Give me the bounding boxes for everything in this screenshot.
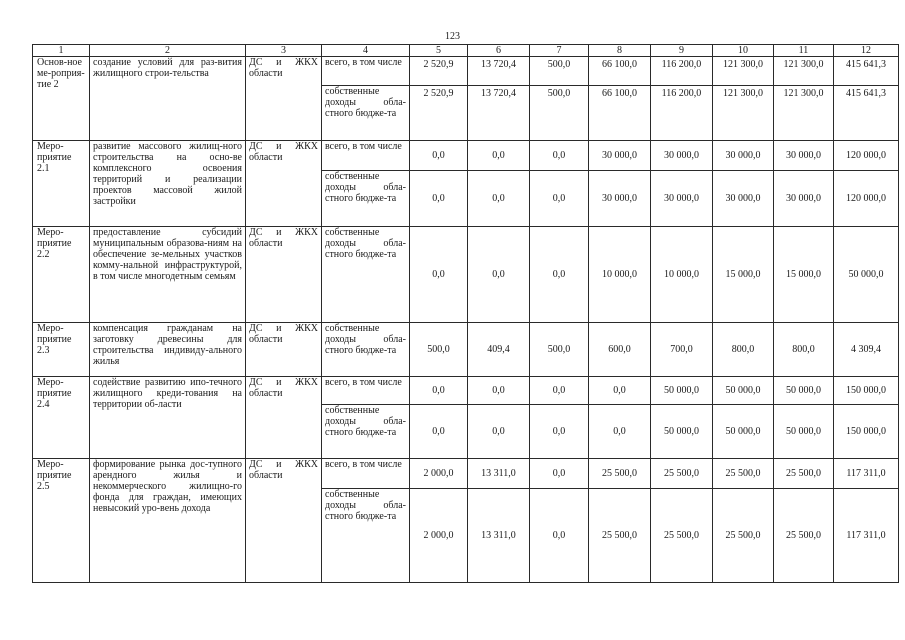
value-cell: 0,0 [530, 405, 589, 459]
description-cell: предоставление субсидий муниципальным образова-ниям на обеспечение зе-мельных участков комму-нальной инфраструктурой, в том числе многодетным семьям [90, 227, 246, 323]
value-cell: 30 000,0 [651, 141, 713, 171]
value-cell: 0,0 [468, 171, 530, 227]
value-cell: 0,0 [530, 377, 589, 405]
value-cell: 0,0 [410, 141, 468, 171]
value-cell: 30 000,0 [589, 141, 651, 171]
column-header: 7 [530, 45, 589, 57]
value-cell: 10 000,0 [651, 227, 713, 323]
funding-source-cell: всего, в том числе [322, 377, 410, 405]
value-cell: 15 000,0 [774, 227, 834, 323]
value-cell: 150 000,0 [834, 405, 899, 459]
value-cell: 0,0 [530, 227, 589, 323]
value-cell: 117 311,0 [834, 459, 899, 489]
value-cell: 30 000,0 [774, 141, 834, 171]
activity-cell: Меро-приятие 2.4 [33, 377, 90, 459]
column-header: 11 [774, 45, 834, 57]
budget-table [32, 44, 899, 583]
value-cell: 30 000,0 [713, 171, 774, 227]
column-header: 8 [589, 45, 651, 57]
value-cell: 25 500,0 [651, 489, 713, 583]
column-header: 2 [90, 45, 246, 57]
value-cell: 15 000,0 [713, 227, 774, 323]
description-cell: содействие развитию ипо-течного жилищного креди-тования на территории об-ласти [90, 377, 246, 459]
value-cell: 500,0 [530, 57, 589, 86]
value-cell: 0,0 [410, 227, 468, 323]
value-cell: 4 309,4 [834, 323, 899, 377]
value-cell: 150 000,0 [834, 377, 899, 405]
value-cell: 66 100,0 [589, 57, 651, 86]
activity-cell: Меро-приятие 2.5 [33, 459, 90, 583]
value-cell: 0,0 [530, 459, 589, 489]
value-cell: 13 720,4 [468, 86, 530, 141]
page-number: 123 [445, 31, 460, 42]
value-cell: 30 000,0 [774, 171, 834, 227]
value-cell: 121 300,0 [713, 86, 774, 141]
column-header: 1 [33, 45, 90, 57]
value-cell: 0,0 [468, 377, 530, 405]
value-cell: 0,0 [468, 141, 530, 171]
value-cell: 117 311,0 [834, 489, 899, 583]
value-cell: 0,0 [530, 141, 589, 171]
activity-cell: Меро-приятие 2.2 [33, 227, 90, 323]
description-cell: развитие массового жилищ-ного строительства на осно-ве комплексного освоения территорий и реализации проектов массовой жилой застройки [90, 141, 246, 227]
value-cell: 30 000,0 [651, 171, 713, 227]
funding-source-cell: собственные доходы обла-стного бюдже-та [322, 489, 410, 583]
value-cell: 0,0 [468, 405, 530, 459]
funding-source-cell: всего, в том числе [322, 57, 410, 86]
value-cell: 30 000,0 [589, 171, 651, 227]
table-row [33, 141, 899, 171]
value-cell: 50 000,0 [651, 405, 713, 459]
column-header: 4 [322, 45, 410, 57]
value-cell: 116 200,0 [651, 57, 713, 86]
column-header: 6 [468, 45, 530, 57]
value-cell: 50 000,0 [774, 405, 834, 459]
table-row [33, 377, 899, 405]
activity-cell: Основ-ное ме-роприя-тие 2 [33, 57, 90, 141]
value-cell: 2 000,0 [410, 489, 468, 583]
column-header: 3 [246, 45, 322, 57]
description-cell: формирование рынка дос-тупного арендного жилья и некоммерческого жилищно-го фонда для граждан, имеющих невысокий уро-вень дохода [90, 459, 246, 583]
table-row [33, 323, 899, 377]
executor-cell: ДС и ЖКХ области [246, 227, 322, 323]
value-cell: 600,0 [589, 323, 651, 377]
value-cell: 120 000,0 [834, 171, 899, 227]
table-row [33, 57, 899, 86]
value-cell: 121 300,0 [713, 57, 774, 86]
activity-cell: Меро-приятие 2.3 [33, 323, 90, 377]
executor-cell: ДС и ЖКХ области [246, 459, 322, 583]
value-cell: 415 641,3 [834, 57, 899, 86]
value-cell: 25 500,0 [713, 459, 774, 489]
value-cell: 800,0 [774, 323, 834, 377]
funding-source-cell: всего, в том числе [322, 141, 410, 171]
value-cell: 0,0 [410, 405, 468, 459]
funding-source-cell: собственные доходы обла-стного бюдже-та [322, 323, 410, 377]
value-cell: 50 000,0 [834, 227, 899, 323]
value-cell: 0,0 [589, 405, 651, 459]
value-cell: 13 311,0 [468, 459, 530, 489]
executor-cell: ДС и ЖКХ области [246, 323, 322, 377]
value-cell: 66 100,0 [589, 86, 651, 141]
executor-cell: ДС и ЖКХ области [246, 57, 322, 141]
value-cell: 121 300,0 [774, 86, 834, 141]
value-cell: 50 000,0 [713, 377, 774, 405]
value-cell: 25 500,0 [589, 459, 651, 489]
value-cell: 2 520,9 [410, 57, 468, 86]
value-cell: 25 500,0 [589, 489, 651, 583]
value-cell: 2 520,9 [410, 86, 468, 141]
value-cell: 50 000,0 [774, 377, 834, 405]
value-cell: 13 311,0 [468, 489, 530, 583]
column-header: 12 [834, 45, 899, 57]
value-cell: 25 500,0 [774, 459, 834, 489]
value-cell: 2 000,0 [410, 459, 468, 489]
funding-source-cell: всего, в том числе [322, 459, 410, 489]
value-cell: 800,0 [713, 323, 774, 377]
funding-source-cell: собственные доходы обла-стного бюдже-та [322, 171, 410, 227]
description-cell: создание условий для раз-вития жилищного строи-тельства [90, 57, 246, 141]
value-cell: 13 720,4 [468, 57, 530, 86]
value-cell: 415 641,3 [834, 86, 899, 141]
table-row [33, 459, 899, 489]
value-cell: 0,0 [589, 377, 651, 405]
executor-cell: ДС и ЖКХ области [246, 377, 322, 459]
value-cell: 30 000,0 [713, 141, 774, 171]
column-header: 10 [713, 45, 774, 57]
value-cell: 700,0 [651, 323, 713, 377]
funding-source-cell: собственные доходы обла-стного бюдже-та [322, 405, 410, 459]
value-cell: 0,0 [530, 171, 589, 227]
column-header: 5 [410, 45, 468, 57]
value-cell: 120 000,0 [834, 141, 899, 171]
column-header: 9 [651, 45, 713, 57]
value-cell: 25 500,0 [651, 459, 713, 489]
value-cell: 0,0 [410, 171, 468, 227]
value-cell: 500,0 [530, 323, 589, 377]
value-cell: 0,0 [468, 227, 530, 323]
value-cell: 116 200,0 [651, 86, 713, 141]
value-cell: 409,4 [468, 323, 530, 377]
value-cell: 25 500,0 [713, 489, 774, 583]
value-cell: 500,0 [410, 323, 468, 377]
value-cell: 10 000,0 [589, 227, 651, 323]
value-cell: 25 500,0 [774, 489, 834, 583]
activity-cell: Меро-приятие 2.1 [33, 141, 90, 227]
description-cell: компенсация гражданам на заготовку древесины для строительства индивиду-ального жилья [90, 323, 246, 377]
table-header-row [33, 45, 899, 57]
value-cell: 121 300,0 [774, 57, 834, 86]
table-row [33, 227, 899, 323]
value-cell: 0,0 [410, 377, 468, 405]
funding-source-cell: собственные доходы обла-стного бюдже-та [322, 86, 410, 141]
funding-source-cell: собственные доходы обла-стного бюдже-та [322, 227, 410, 323]
value-cell: 50 000,0 [651, 377, 713, 405]
value-cell: 500,0 [530, 86, 589, 141]
value-cell: 50 000,0 [713, 405, 774, 459]
value-cell: 0,0 [530, 489, 589, 583]
executor-cell: ДС и ЖКХ области [246, 141, 322, 227]
